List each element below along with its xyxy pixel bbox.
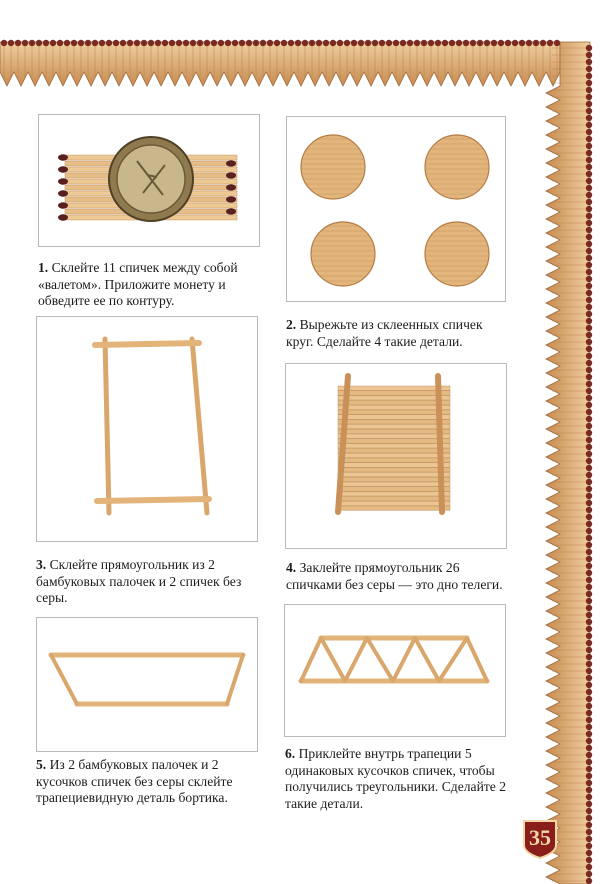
page-number: 35 <box>529 825 551 850</box>
step-6-caption: 6. Приклейте внутрь трапеции 5 одинаковых кусочков спичек, чтобы получились треугольники. Сделайте 2 такие детали. <box>285 746 507 811</box>
cart-bottom-image <box>286 364 506 548</box>
step-3-caption: 3. Склейте прямоугольник из 2 бамбуковых палочек и 2 спичек без серы. <box>36 557 242 605</box>
glued-matches-with-coin-image <box>39 115 259 246</box>
trapezoid-with-triangles-image <box>285 605 505 736</box>
step-1-caption: 1. Склейте 11 спичек между собой «валетом». Приложите монету и обведите ее по контуру. <box>38 260 238 308</box>
step-6-photo <box>284 604 506 737</box>
step-1-photo <box>38 114 260 247</box>
step-3-photo <box>36 316 258 542</box>
trapezoid-side-image <box>37 618 257 751</box>
rectangle-frame-image <box>37 317 257 541</box>
step-4-caption: 4. Заклейте прямоугольник 26 спичками без серы — это дно телеги. <box>286 560 503 592</box>
four-wooden-circles-image <box>287 117 505 301</box>
step-4-photo <box>285 363 507 549</box>
step-2-photo <box>286 116 506 302</box>
step-5-caption: 5. Из 2 бамбуковых палочек и 2 кусочков спичек без серы склейте трапециевидную деталь бортика. <box>36 757 233 805</box>
step-5-photo <box>36 617 258 752</box>
step-2-caption: 2. Вырежьте из склеенных спичек круг. Сделайте 4 такие детали. <box>286 317 483 349</box>
